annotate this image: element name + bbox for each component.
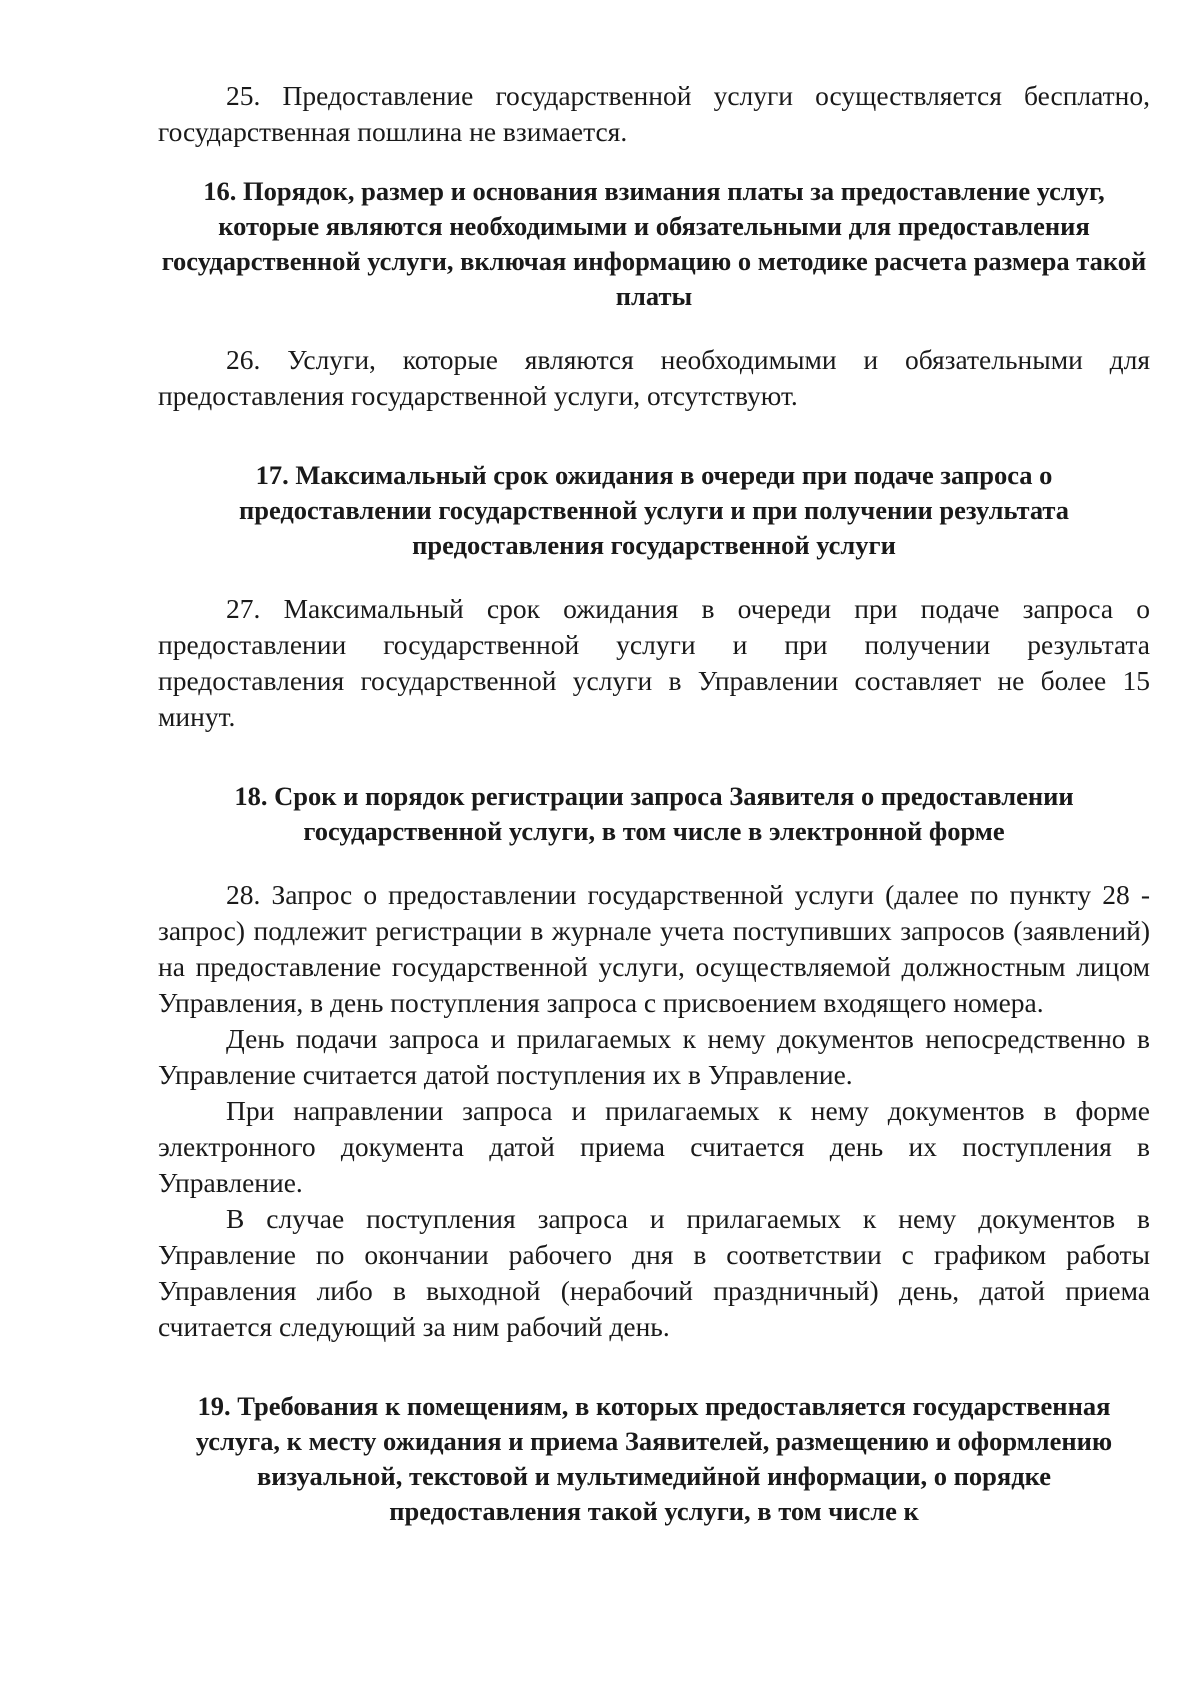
paragraph-28-submission-day: День подачи запроса и прилагаемых к нему документов непосредственно в Управление считается датой поступления их в Управление. (158, 1023, 1150, 1090)
paragraph-28-after-hours: В случае поступления запроса и прилагаемых к нему документов в Управление по окончании рабочего дня в соответствии с графиком работы Управления либо в выходной (нерабочий праздничный) день, датой приема считается следующий за ним рабочий день. (158, 1203, 1150, 1342)
paragraph-27: 27. Максимальный срок ожидания в очереди при подаче запроса о предоставлении государственной услуги и при получении результата предоставления государственной услуги в Управлении составляет не более 15 минут. (158, 593, 1150, 732)
paragraph-28: 28. Запрос о предоставлении государственной услуги (далее по пункту 28 - запрос) подлежит регистрации в журнале учета поступивших запросов (заявлений) на предоставление государственной услуги, осуществляемой должностным лицом Управления, в день поступления запроса с присвоением входящего номера. (158, 879, 1150, 1018)
section-heading-18: 18. Срок и порядок регистрации запроса Заявителя о предоставлении государственной услуги, в том числе в электронной форме (234, 781, 1074, 846)
section-heading-19: 19. Требования к помещениям, в которых предоставляется государственная услуга, к месту ожидания и приема Заявителей, размещению и оформлению визуальной, текстовой и мультимедийной информации, о порядке предоставления такой услуги, в том числе к (195, 1391, 1113, 1526)
paragraph-28-electronic-submission: При направлении запроса и прилагаемых к нему документов в форме электронного документа датой приема считается день их поступления в Управление. (158, 1095, 1150, 1198)
paragraph-26: 26. Услуги, которые являются необходимыми и обязательными для предоставления государственной услуги, отсутствуют. (158, 344, 1150, 411)
section-heading-16: 16. Порядок, размер и основания взимания платы за предоставление услуг, которые являются необходимыми и обязательными для предоставления государственной услуги, включая информацию о методике расчета размера такой платы (161, 176, 1147, 311)
section-heading-17: 17. Максимальный срок ожидания в очереди при подаче запроса о предоставлении государственной услуги и при получении результата предоставления государственной услуги (238, 460, 1069, 560)
paragraph-25: 25. Предоставление государственной услуги осуществляется бесплатно, государственная пошлина не взимается. (158, 80, 1150, 147)
document-page (158, 78, 1150, 1529)
